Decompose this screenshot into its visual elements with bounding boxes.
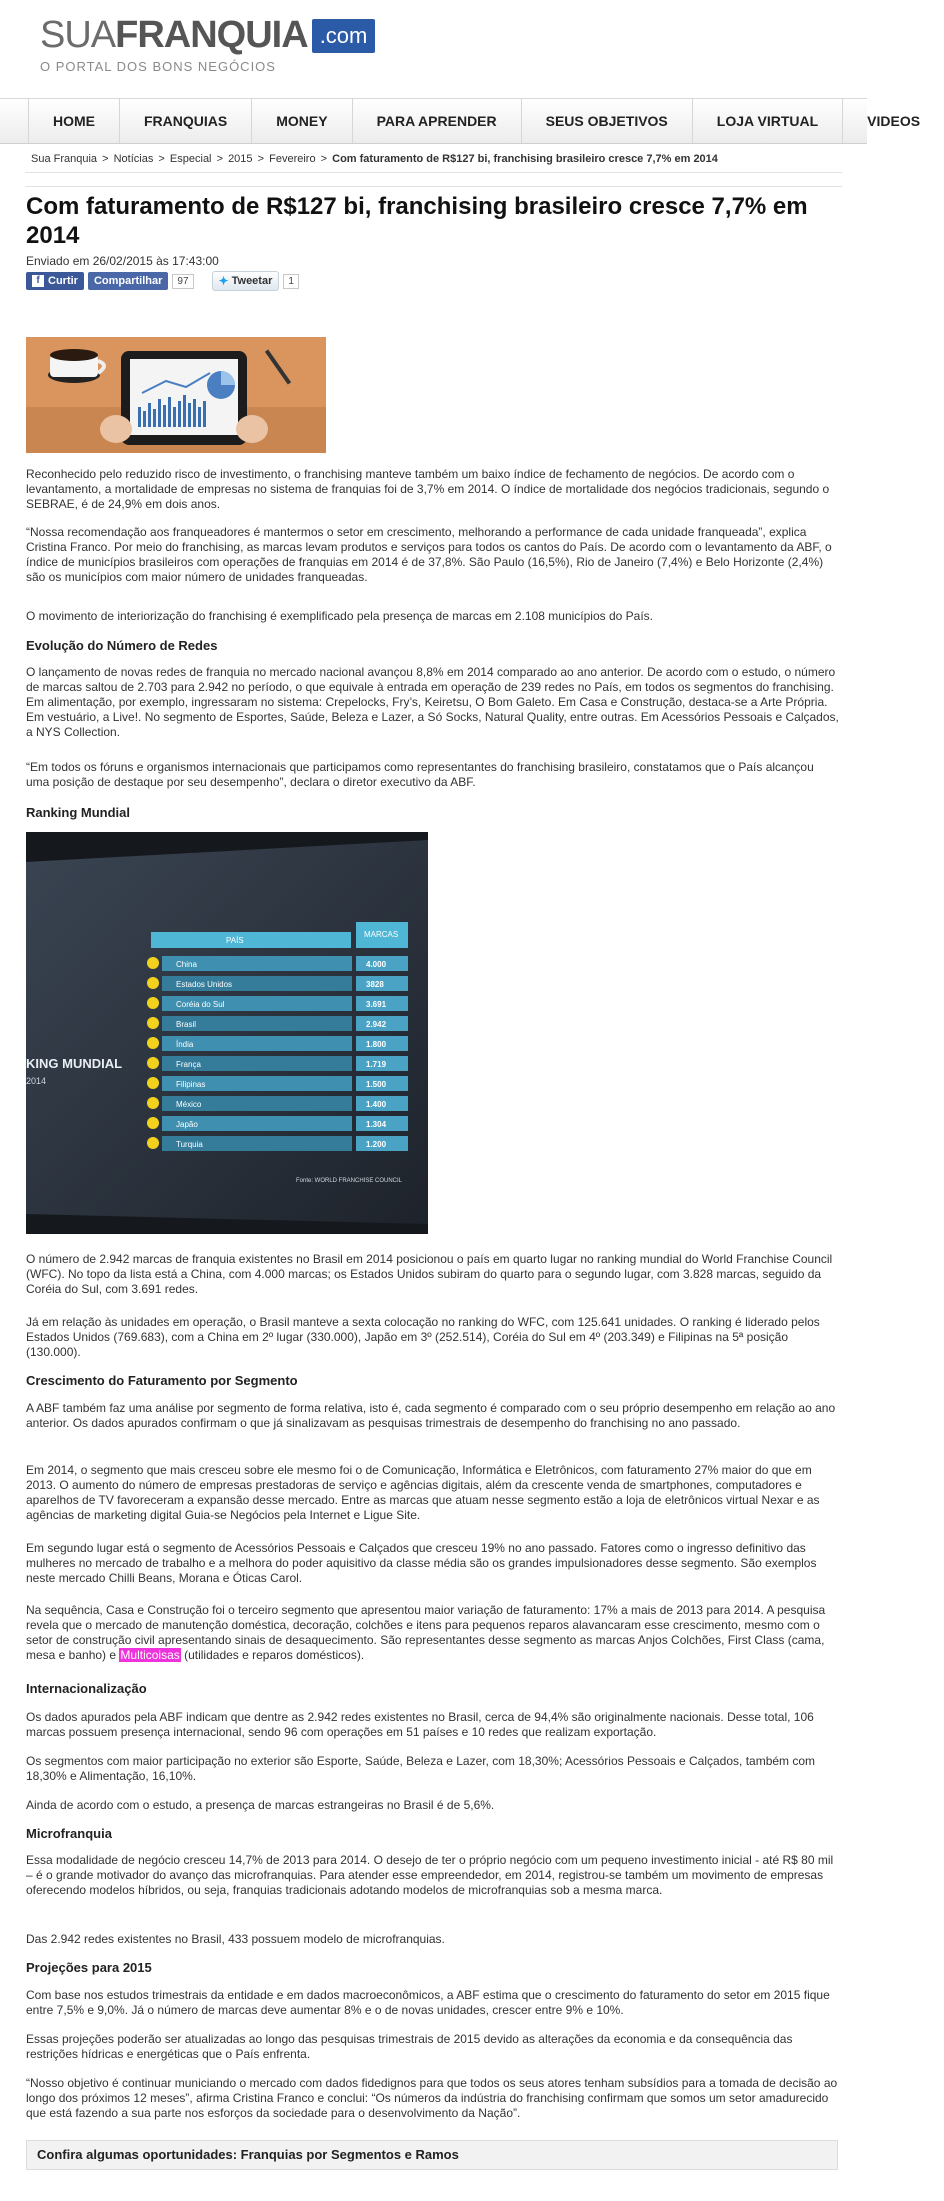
breadcrumb-current: Com faturamento de R$127 bi, franchising brasileiro cresce 7,7% em 2014: [332, 153, 718, 165]
slide-col-marcas: MARCAS: [364, 930, 399, 939]
ranking-dot-icon: [147, 1097, 159, 1109]
article-paragraph: Em 2014, o segmento que mais cresceu sobre ele mesmo foi o de Comunicação, Informática e Eletrônicos, com faturamento 27% maior do que em 2013. O aumento do número de empresas prestadoras de serviço e agências digitais, além da crescente venda de smartphones, computadores e aparelhos de TV favoreceram a expansão desse mercado. Entre as marcas que atuam nesse segmento estão a loja de eletrônicos virtual Nexar e as agências de marketing digital Guia-se Negócios pela Internet e Ligue Site.: [26, 1463, 820, 1522]
article-title: Com faturamento de R$127 bi, franchising brasileiro cresce 7,7% em 2014: [26, 193, 808, 249]
slide-col-pais: PAÍS: [226, 936, 244, 945]
logo-franquia-text: FRANQUIA: [115, 14, 308, 56]
breadcrumb-link-fevereiro[interactable]: Fevereiro: [269, 153, 316, 165]
ranking-country: Coréia do Sul: [176, 1000, 225, 1009]
site-logo[interactable]: [40, 14, 375, 74]
breadcrumb-link-especial[interactable]: Especial: [169, 153, 212, 165]
article-paragraph: Os dados apurados pela ABF indicam que dentre as 2.942 redes existentes no Brasil, cerca de 94,4% são originalmente nacionais. Desse total, 106 marcas possuem presença internacional, sendo 96 com operações em 51 países e 10 redes que realizam exportação.: [26, 1710, 814, 1739]
article-paragraph: O movimento de interiorização do franchising é exemplificado pela presença de marcas em 2.108 municípios do País.: [26, 609, 653, 623]
ranking-country: Japão: [176, 1120, 198, 1129]
ranking-dot-icon: [147, 957, 159, 969]
ranking-dot-icon: [147, 1037, 159, 1049]
nav-item-para-aprender[interactable]: PARA APRENDER: [352, 99, 521, 143]
breadcrumb-link-2015[interactable]: 2015: [228, 153, 253, 165]
ranking-value: 1.200: [366, 1140, 387, 1149]
article-paragraph: “Nosso objetivo é continuar municiando o mercado com dados fidedignos para que todos os seus atores tenham subsídios para a tomada de decisão ao longo dos próximos 12 meses”, afirma Cristina Franco e conclui: “Os números da indústria do franchising confirmam que somos um setor amadurecido que está fazendo a sua parte nos esforços da sociedade para o desenvolvimento da Nação”.: [26, 2076, 838, 2120]
article-paragraph: Em segundo lugar está o segmento de Acessórios Pessoais e Calçados que cresceu 19% no ano passado. Fatores como o ingresso definitivo das mulheres no mercado de trabalho e a melhora do poder aquisitivo da classe média são os grandes impulsionadores desse segmento. São exemplos neste mercado Chilli Beans, Morana e Óticas Carol.: [26, 1541, 817, 1585]
breadcrumb-link-home[interactable]: Sua Franquia: [31, 153, 98, 165]
ranking-dot-icon: [147, 1077, 159, 1089]
opportunities-box[interactable]: Confira algumas oportunidades: Franquias por Segmentos e Ramos: [26, 2140, 838, 2170]
nav-item-loja-virtual[interactable]: LOJA VIRTUAL: [692, 99, 842, 143]
nav-item-seus-objetivos[interactable]: SEUS OBJETIVOS: [521, 99, 692, 143]
ranking-row: [147, 1136, 408, 1151]
tweet-count: 1: [283, 274, 299, 289]
section-heading-projecoes: Projeções para 2015: [26, 1960, 152, 1975]
ranking-row: [147, 976, 408, 991]
breadcrumb-separator: >: [102, 153, 109, 165]
article-paragraph: “Em todos os fóruns e organismos internacionais que participamos como representantes do franchising brasileiro, constatamos que o País alcançou uma posição de destaque por seu desempenho”, declara o diretor executivo da ABF.: [26, 760, 814, 789]
article-paragraph: Das 2.942 redes existentes no Brasil, 433 possuem modelo de microfranquias.: [26, 1932, 445, 1946]
breadcrumb-separator: >: [320, 153, 328, 165]
article-paragraph: Reconhecido pelo reduzido risco de investimento, o franchising manteve também um baixo índice de fechamento de negócios. De acordo com o levantamento, a mortalidade de empresas no sistema de franquias foi de 3,7% em 2014. O índice de mortalidade dos negócios tradicionais, segundo o SEBRAE, é de 24,9% em dois anos.: [26, 467, 830, 511]
ranking-country: Filipinas: [176, 1080, 206, 1089]
ranking-dot-icon: [147, 1117, 159, 1129]
ranking-dot-icon: [147, 1017, 159, 1029]
article-paragraph: O lançamento de novas redes de franquia no mercado nacional avançou 8,8% em 2014 comparado ao ano anterior. De acordo com o estudo, o número de marcas saltou de 2.703 para 2.942 no período, o que equivale à entrada em operação de 239 redes no País, em todos os segmentos do franchising. Em alimentação, por exemplo, ingressaram no sistema: Crepelocks, Fry’s, Keiretsu, O Bom Galeto. Em Casa e Construção, destaca-se a Arte Própria. Em vestuário, a Live!. No segmento de Esportes, Saúde, Beleza e Lazer, a Só Socks, Natural Quality, entre outras. Em Acessórios Pessoais e Calçados, a NYS Collection.: [26, 665, 839, 739]
article-paragraph: [26, 1603, 840, 1663]
ranking-value: 1.304: [366, 1120, 387, 1129]
article-hero-image: [26, 337, 326, 453]
ranking-value: 1.400: [366, 1100, 387, 1109]
nav-item-videos[interactable]: VIDEOS: [842, 99, 944, 143]
section-heading-ranking: Ranking Mundial: [26, 805, 130, 820]
section-heading-internacionalizacao: Internacionalização: [26, 1681, 147, 1696]
slide-source: Fonte: WORLD FRANCHISE COUNCIL: [296, 1178, 403, 1184]
ranking-row: [147, 956, 408, 971]
divider: [25, 172, 842, 173]
section-heading-evolucao: Evolução do Número de Redes: [26, 638, 218, 653]
tweet-button[interactable]: [212, 271, 280, 291]
ranking-value: 1.500: [366, 1080, 387, 1089]
article: [26, 192, 840, 291]
breadcrumb-link-noticias[interactable]: Notícias: [113, 153, 154, 165]
ranking-row: [147, 1056, 408, 1071]
article-paragraph: Com base nos estudos trimestrais da entidade e em dados macroeconômicos, a ABF estima que o crescimento do faturamento do setor em 2015 fique entre 7,5% e 9,0%. Já o número de marcas deve aumentar 8% e o de novas unidades, crescer entre 9% e 10%.: [26, 1988, 830, 2017]
facebook-like-button[interactable]: [26, 272, 84, 290]
ranking-value: 1.719: [366, 1060, 387, 1069]
breadcrumb-separator: >: [158, 153, 165, 165]
ranking-value: 1.800: [366, 1040, 387, 1049]
ranking-mundial-image: [26, 832, 428, 1234]
facebook-icon: f: [32, 275, 44, 287]
ranking-dot-icon: [147, 997, 159, 1009]
logo-tagline: O PORTAL DOS BONS NEGÓCIOS: [40, 59, 276, 74]
ranking-country: México: [176, 1100, 202, 1109]
nav-item-home[interactable]: HOME: [28, 99, 119, 143]
ranking-row: [147, 1016, 408, 1031]
ranking-dot-icon: [147, 1137, 159, 1149]
facebook-share-button[interactable]: Compartilhar: [88, 272, 168, 290]
ranking-country: Turquia: [176, 1140, 203, 1149]
article-date: Enviado em 26/02/2015 às 17:43:00: [26, 254, 219, 268]
logo-com-badge: .com: [312, 19, 376, 53]
ranking-row: [147, 1116, 408, 1131]
breadcrumb-separator: >: [216, 153, 223, 165]
slide-side-year: 2014: [26, 1076, 47, 1086]
article-paragraph: Os segmentos com maior participação no exterior são Esporte, Saúde, Beleza e Lazer, com 18,30%; Acessórios Pessoais e Calçados, também com 18,30% e Alimentação, 16,10%.: [26, 1754, 816, 1783]
ranking-slide: [26, 832, 428, 1234]
article-paragraph: “Nossa recomendação aos franqueadores é mantermos o setor em crescimento, melhorando a performance de cada unidade franqueada”, explica Cristina Franco. Por meio do franchising, as marcas levam produtos e serviços para todos os cantos do País. De acordo com o levantamento da ABF, o índice de municípios brasileiros com operações de franquias em 2014 é de 37,8%. São Paulo (16,5%), Rio de Janeiro (7,4%) e Belo Horizonte (2,4%) são os municípios com maior número de unidades franqueadas.: [26, 525, 832, 584]
article-paragraph: Já em relação às unidades em operação, o Brasil manteve a sexta colocação no ranking do WFC, com 125.641 unidades. O ranking é liderado pelos Estados Unidos (769.683), com a China em 2º lugar (330.000), Japão em 3º (252.514), Coréia do Sul em 4º (203.349) e Filipinas na 5ª posição (130.000).: [26, 1315, 820, 1359]
ranking-dot-icon: [147, 1057, 159, 1069]
slide-side-title: KING MUNDIAL: [26, 1056, 123, 1071]
breadcrumb: [31, 153, 718, 165]
ranking-country: China: [176, 960, 197, 969]
ranking-country: Estados Unidos: [176, 980, 233, 989]
section-heading-microfranquia: Microfranquia: [26, 1826, 112, 1841]
nav-item-franquias[interactable]: FRANQUIAS: [119, 99, 251, 143]
twitter-bird-icon: ✦: [218, 274, 229, 288]
section-heading-crescimento: Crescimento do Faturamento por Segmento: [26, 1373, 298, 1388]
ranking-value: 3828: [366, 980, 384, 989]
main-nav: [0, 98, 921, 144]
divider: [25, 186, 842, 187]
ranking-row: [147, 996, 408, 1011]
nav-item-money[interactable]: MONEY: [251, 99, 351, 143]
ranking-country: Índia: [176, 1040, 194, 1049]
ranking-value: 3.691: [366, 1000, 387, 1009]
ranking-value: 4.000: [366, 960, 387, 969]
article-paragraph: O número de 2.942 marcas de franquia existentes no Brasil em 2014 posicionou o país em quarto lugar no ranking mundial do World Franchise Council (WFC). No topo da lista está a China, com 4.000 marcas; os Estados Unidos subiram do quarto para o segundo lugar, com 3.828 marcas, seguido da Coréia do Sul, com 3.691 redes.: [26, 1252, 833, 1296]
ranking-value: 2.942: [366, 1020, 387, 1029]
article-paragraph: Ainda de acordo com o estudo, a presença de marcas estrangeiras no Brasil é de 5,6%.: [26, 1798, 495, 1812]
ranking-country: França: [176, 1060, 201, 1069]
highlighted-text: Multicoisas: [120, 1648, 180, 1662]
breadcrumb-separator: >: [257, 153, 265, 165]
ranking-row: [147, 1076, 408, 1091]
share-bar: [26, 271, 840, 291]
article-paragraph: A ABF também faz uma análise por segmento de forma relativa, isto é, cada segmento é comparado com o seu próprio desempenho em relação ao ano anterior. Os dados apurados confirmam o que já sinalizavam as pesquisas trimestrais de desempenho do franchising no ano passado.: [26, 1401, 836, 1430]
tweet-label: Tweetar: [231, 275, 273, 287]
tablet-chart-illustration: [26, 337, 326, 453]
ranking-dot-icon: [147, 977, 159, 989]
ranking-row: [147, 1096, 408, 1111]
ranking-country: Brasil: [176, 1020, 197, 1029]
site-header: [0, 0, 867, 98]
paragraph-text: (utilidades e reparos domésticos).: [180, 1648, 365, 1662]
like-label: Curtir: [48, 275, 78, 287]
logo-sua-text: SUA: [40, 14, 116, 56]
ranking-row: [147, 1036, 408, 1051]
paragraph-text: Na sequência, Casa e Construção foi o terceiro segmento que apresentou maior variação de faturamento: 17% a mais de 2013 para 2014. A pesquisa revela que o mercado de manutenção doméstica, decoração, colchões e itens para pequenos reparos alavancaram esse crescimento, mesmo com o setor de construção civil apresentando sinais de desaquecimento. São representantes desse segmento as marcas Anjos Colchões, First Class (cama, mesa e banho) e: [26, 1603, 826, 1662]
article-paragraph: Essas projeções poderão ser atualizadas ao longo das pesquisas trimestrais de 2015 devido as alterações da economia e da consequência das restrições hídricas e energéticas que o País enfrenta.: [26, 2032, 793, 2061]
article-paragraph: Essa modalidade de negócio cresceu 14,7% de 2013 para 2014. O desejo de ter o próprio negócio com um pequeno investimento inicial - até R$ 80 mil – é o grande motivador do avanço das microfranquias. Para atender esse empreendedor, em 2014, registrou-se também um movimento de empresas oferecendo modelos híbridos, ou seja, franquias tradicionais adotando modelos de microfranquias sob a mesma marca.: [26, 1853, 834, 1897]
share-count: 97: [172, 274, 193, 289]
